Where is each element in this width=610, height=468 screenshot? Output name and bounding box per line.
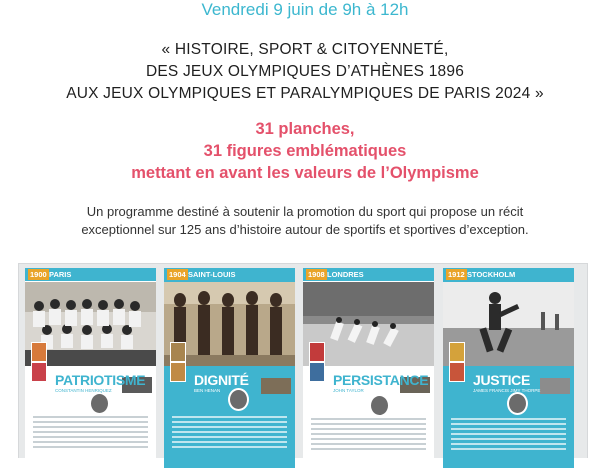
description-line-1: Un programme destiné à soutenir la promotion du sport qui propose un récit	[86, 204, 524, 219]
stamp-image	[31, 342, 47, 362]
poster-header-tab	[443, 268, 574, 281]
poster-year: 1904	[169, 270, 186, 279]
poster-subtitle: CONSTANTIN HENRIQUEZ	[55, 388, 112, 393]
highlight-text	[0, 118, 610, 184]
poster-gallery	[18, 263, 588, 458]
program-description	[0, 203, 610, 239]
poster-subtitle: JAMES FRANCIS JIMY THORPE	[473, 388, 541, 393]
portrait-photo	[369, 394, 390, 417]
poster-body-text	[311, 418, 426, 453]
portrait-photo	[89, 392, 110, 415]
title-line-1: « HISTOIRE, SPORT & CITOYENNETÉ,	[161, 41, 449, 58]
poster-subtitle: BEN HENAN	[194, 388, 221, 393]
stamp-image	[309, 362, 325, 382]
poster-saint-louis-1904	[164, 268, 295, 468]
poster-title: PERSISTANCE	[333, 372, 429, 388]
portrait-photo	[228, 388, 249, 411]
poster-title: PATRIOTISME	[55, 372, 146, 388]
poster-header-tab	[164, 268, 295, 281]
poster-paris-1900	[25, 268, 156, 468]
poster-city: PARIS	[49, 270, 72, 279]
highlight-line-2: 31 figures emblématiques	[203, 142, 407, 160]
poster-city: LONDRES	[327, 270, 364, 279]
highlight-line-1: 31 planches,	[255, 120, 355, 138]
event-date: Vendredi 9 juin de 9h à 12h	[201, 0, 409, 19]
poster-year: 1912	[448, 270, 465, 279]
poster-londres-1908	[303, 268, 434, 468]
poster-city: STOCKHOLM	[467, 270, 516, 279]
poster-title: JUSTICE	[473, 372, 531, 388]
stamp-image	[31, 362, 47, 382]
stamp-image	[449, 362, 465, 382]
poster-year: 1908	[308, 270, 325, 279]
description-line-2: exceptionnel sur 125 ans d’histoire autour de sportifs et sportives d’exception.	[81, 222, 529, 237]
exhibition-title	[0, 39, 610, 105]
poster-body-text	[451, 418, 566, 453]
stamp-image	[170, 362, 186, 382]
title-line-2: DES JEUX OLYMPIQUES D’ATHÈNES 1896	[145, 63, 465, 80]
poster-title: DIGNITÉ	[194, 372, 249, 388]
stamp-image	[449, 342, 465, 362]
poster-header-tab	[25, 268, 156, 281]
inset-photo	[540, 378, 570, 394]
poster-year: 1900	[30, 270, 47, 279]
poster-stockholm-1912	[443, 268, 574, 468]
poster-city: SAINT-LOUIS	[188, 270, 236, 279]
poster-header-tab	[303, 268, 434, 281]
poster-body-text	[33, 416, 148, 451]
poster-subtitle: JOHN TAYLOR	[333, 388, 364, 393]
poster-body-text	[172, 416, 287, 451]
inset-photo	[261, 378, 291, 394]
highlight-line-3: mettant en avant les valeurs de l’Olympisme	[131, 164, 479, 182]
stamp-image	[170, 342, 186, 362]
title-line-3: AUX JEUX OLYMPIQUES ET PARALYMPIQUES DE PARIS 2024 »	[66, 85, 544, 102]
portrait-photo	[507, 392, 528, 415]
stamp-image	[309, 342, 325, 362]
